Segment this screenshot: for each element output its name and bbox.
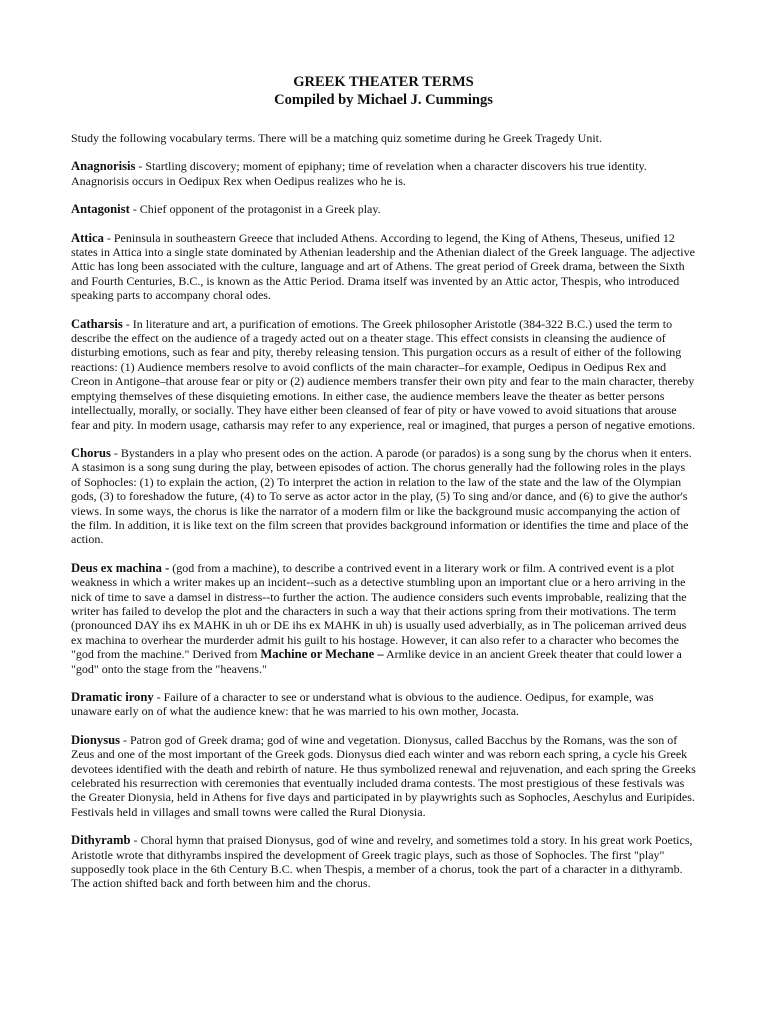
definition: - Failure of a character to see or understand what is obvious to the audience. Oedipus, for example, was unaware early on of what the audience knew: that he was married to his own mother, Jocasta. [71, 690, 654, 719]
term: Deus ex machina - [71, 560, 170, 575]
definition-secondary: Armlike device in an ancient Greek theater that could lower a "god" onto the stage from the "heavens." [71, 647, 682, 676]
document-title: GREEK THEATER TERMS [293, 74, 474, 90]
title-block [71, 73, 696, 109]
entry-dithyramb [71, 833, 696, 891]
term: Antagonist [71, 202, 130, 217]
entry-anagnorisis [71, 159, 696, 188]
entry-deus-ex-machina [71, 561, 696, 676]
term: Attica [71, 230, 104, 245]
definition: - In literature and art, a purification of emotions. The Greek philosopher Aristotle (384-322 B.C.) used the term to describe the effect on the audience of a tragedy acted out on a theater stage. This effect consists in cleansing the audience of disturbing emotions, such as fear and pity, thereby releasing tension. This purgation occurs as a result of either of the following reactions: (1) Audience members resolve to avoid conflicts of the main character–for example, Oedipus in Oedipus Rex and Creon in Antigone–that arouse fear or pity or (2) audience members transfer their own pity and fear to the main character, thereby emptying themselves of these disquieting emotions. In either case, the audience members leave the theater as better persons intellectually, morally, or socially. They have either been cleansed of fear of pity or have vowed to avoid situations that arouse fear and pity. In modern usage, catharsis may refer to any experience, real or imagined, that purges a person of negative emotions. [71, 316, 696, 432]
entry-dramatic-irony [71, 690, 696, 719]
term: Dionysus [71, 732, 120, 747]
definition: - Patron god of Greek drama; god of wine and vegetation. Dionysus, called Bacchus by the Romans, was the son of Zeus and one of the most important of the Greek gods. Dionysus died each winter and was reborn each spring, a cycle his Greek devotees identified with the death and rebirth of nature. He thus symbolized renewal and rejuvenation, and each spring the Greeks celebrated his resurrection with ceremonies that eventually included drama contests. The most prestigious of these festivals was the Greater Dionysia, held in Athens for five days and participated in by playwrights such as Sophocles, Aeschylus and Euripides. Festivals held in villages and small towns were called the Rural Dionysia. [71, 732, 696, 819]
definition: - Bystanders in a play who present odes on the action. A parode (or parados) is a song sung by the chorus when it enters. A stasimon is a song sung during the play, between episodes of action. The chorus generally had the following roles in the plays of Sophocles: (1) to explain the action, (2) To interpret the action in relation to the law of the state and the law of the Olympian gods, (3) to foreshadow the future, (4) to To serve as actor actor in the play, (5) To sing and/or dance, and (6) to give the author's views. In some ways, the chorus is like the narrator of a modern film or like the background music accompanying the action of the film. In addition, it is like text on the film screen that provides background information or identifies the time and place of the action. [71, 445, 692, 547]
entry-antagonist [71, 202, 696, 216]
definition: - Choral hymn that praised Dionysus, god of wine and revelry, and sometimes told a story. In his great work Poetics, Aristotle wrote that dithyrambs inspired the development of Greek tragic plays, such as those of Sophocles. The first "play" supposedly took place in the 6th Century B.C. when Thespis, a member of a chorus, took the part of a character in a dithyramb. The action shifted back and forth between him and the chorus. [71, 833, 693, 891]
entry-attica [71, 231, 696, 303]
definition: - Startling discovery; moment of epiphany; time of revelation when a character discovers his true identity. Anagnorisis occurs in Oedipux Rex when Oedipus realizes who he is. [71, 159, 647, 188]
term: Dramatic irony [71, 690, 154, 704]
definition: - Chief opponent of the protagonist in a Greek play. [129, 202, 381, 217]
term: Dithyramb [71, 833, 131, 848]
document-page [71, 73, 696, 905]
term: Chorus [71, 445, 111, 460]
term: Anagnorisis [71, 159, 136, 174]
definition: - Peninsula in southeastern Greece that included Athens. According to legend, the King of Athens, Theseus, unified 12 states in Attica into a single state dominated by Athenian leadership and the Athenian dialect of the Greek language. The adjective Attic has long been associated with the culture, language and art of Athens. The great period of Greek drama, between the Sixth and Fourth Centuries, B.C., is known as the Attic Period. Drama itself was invented by an Attic actor, Thespis, who introduced speaking parts to accompany choral odes. [71, 230, 695, 303]
term: Catharsis [71, 316, 123, 331]
entry-dionysus [71, 733, 696, 819]
term-secondary: Machine or Mechane – [260, 647, 384, 662]
intro-paragraph: Study the following vocabulary terms. There will be a matching quiz sometime during he Greek Tragedy Unit. [71, 131, 602, 145]
entry-chorus [71, 446, 696, 547]
entry-catharsis [71, 317, 696, 432]
document-subtitle: Compiled by Michael J. Cummings [274, 92, 493, 108]
definition: (god from a machine), to describe a contrived event in a literary work or film. A contrived event is a plot weakness in which a writer makes up an incident--such as a detective stumbling upon an important clue or a hero arriving in the nick of time to save a damsel in distress--to further the action. The audience considers such events improbable, realizing that the writer has failed to develop the plot and the characters in such a way that their actions spring from their motivations. The term (pronounced DAY ihs ex MAHK in uh or DE ihs ex MAHK in uh) is usually used adverbially, as in The policeman arrived deus ex machina to overhear the murderder admit his guilt to his hostage. However, it can also refer to a character who becomes the "god from the machine." Derived from [71, 560, 687, 662]
